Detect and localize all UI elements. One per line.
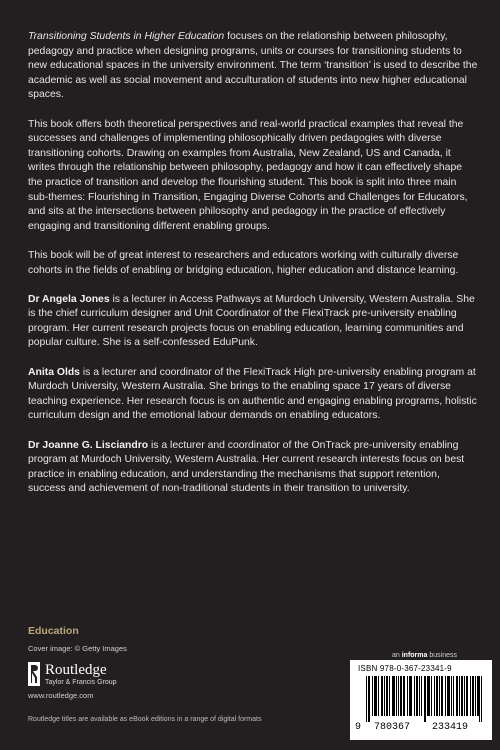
author-bio: Anita Olds is a lecturer and coordinator of the FlexiTrack High pre-university enabling program at Murdoch University, Western Australia. She brings to the enabling space 17 years of diverse teaching experience. Her research focus is on authentic and engaging enabling programs, holistic curriculum design and the emotional labour demands on enabling educators.	[28, 366, 477, 422]
barcode-bar	[472, 676, 473, 716]
barcode-bar	[467, 676, 468, 716]
barcode-bar	[419, 676, 420, 716]
isbn-label: ISBN 978-0-367-23341-9	[358, 664, 452, 673]
barcode-digits-right: 233419	[432, 722, 469, 733]
barcode-bar	[386, 676, 387, 716]
barcode-bar	[473, 676, 474, 716]
author-bio: Dr Angela Jones is a lecturer in Access Pathways at Murdoch University, Western Australia. She is the chief curriculum designer and Unit Coordinator of the FlexiTrack pre-university enabling program. Her current research projects focus on enabling education, learning communities and popular culture. She is a self-confessed EduPunk.	[28, 293, 475, 349]
routledge-mark-icon	[28, 662, 40, 686]
barcode-bar	[429, 676, 430, 716]
barcode-bar	[366, 676, 367, 722]
barcode-bar	[374, 676, 375, 716]
barcode-bar	[466, 676, 467, 716]
barcode-bar	[456, 676, 457, 716]
barcode-bar	[410, 676, 411, 716]
ebook-note: Routledge titles are available as eBook editions in a range of digital formats	[28, 716, 262, 723]
description-paragraph-3: This book will be of great interest to researchers and educators working with culturally diverse cohorts in the fields of enabling or bridging education, higher education and distance learning.	[28, 249, 459, 276]
barcode-bar	[384, 676, 385, 716]
barcode-digit-first: 9	[355, 722, 362, 733]
description-paragraph-1: Transitioning Students in Higher Education focuses on the relationship between philosophy, pedagogy and practice when designing programs, units or courses for transitioning students to new educational spaces in the university environment. The term ‘transition’ is used to describe the academic as well as social movement and acculturation of students into new higher educational spaces.	[28, 31, 478, 101]
barcode-bar	[381, 676, 382, 716]
barcode-bar	[428, 676, 429, 716]
barcode-bar	[393, 676, 394, 716]
barcode-bar	[459, 676, 460, 716]
barcode-bar	[400, 676, 401, 716]
barcode-bar	[449, 676, 450, 716]
barcode-bar	[447, 676, 448, 716]
barcode-bar	[368, 676, 369, 722]
barcode-bar	[392, 676, 393, 716]
barcode-bar	[439, 676, 440, 716]
barcode-bar	[457, 676, 458, 716]
publisher-group: Taylor & Francis Group	[45, 679, 117, 686]
barcode-bar	[481, 676, 482, 722]
barcode-bar	[453, 676, 454, 716]
barcode-bar	[369, 676, 370, 722]
barcode-box	[350, 660, 492, 740]
barcode-bar	[407, 676, 408, 716]
barcode-bar	[437, 676, 438, 716]
barcode-bar	[417, 676, 418, 716]
author-name: Dr Angela Jones	[28, 293, 110, 305]
barcode-bar	[427, 676, 428, 716]
author-name: Dr Joanne G. Lisciandro	[28, 439, 149, 451]
barcode-bar	[398, 676, 399, 716]
barcode-bar	[396, 676, 397, 716]
barcode-bar	[448, 676, 449, 716]
barcode-bar	[409, 676, 410, 716]
barcode-bar	[475, 676, 476, 716]
barcode-bar	[442, 676, 443, 716]
barcode-bar	[470, 676, 471, 716]
barcode-bar	[378, 676, 379, 716]
barcode-bar	[411, 676, 412, 716]
barcode-bar	[441, 676, 442, 716]
barcode-bar	[387, 676, 388, 716]
author-bio: Dr Joanne G. Lisciandro is a lecturer and coordinator of the OnTrack pre-university enabling program at Murdoch University, Western Australia. Her current research interests focus on best practice in enabling education, and understanding the mechanisms that support retention, success and achievement of non-traditional students in their transition to university.	[28, 439, 465, 495]
barcode-bar	[462, 676, 463, 716]
routledge-logo	[28, 662, 117, 687]
barcode-bar	[416, 676, 417, 716]
barcode-bar	[464, 676, 465, 716]
barcode-bar	[434, 676, 435, 716]
book-title: Transitioning Students in Higher Education	[28, 31, 225, 42]
barcode-bar	[376, 676, 377, 716]
barcode-bar	[424, 676, 425, 722]
barcode-bar	[431, 676, 432, 716]
barcode-bar	[445, 676, 446, 716]
barcode-bar	[401, 676, 402, 716]
barcode-bar	[414, 676, 415, 716]
publisher-name: Routledge	[45, 662, 107, 678]
barcode-bar	[403, 676, 404, 716]
barcode-bar	[375, 676, 376, 716]
author-name: Anita Olds	[28, 366, 80, 378]
barcode-bar	[477, 676, 478, 716]
barcode-bar	[461, 676, 462, 716]
barcode-bar	[479, 676, 480, 722]
barcode-bar	[436, 676, 437, 716]
barcode-bar	[382, 676, 383, 716]
description-paragraph-2: This book offers both theoretical perspectives and real-world practical examples that reveal the successes and challenges of implementing philosophically driven pedagogies with diverse transitioning cohorts. Drawing on examples from Australia, New Zealand, US and Canada, it writes through the relationship between philosophy, pedagogy and how it can effectively shape the practice of transition and develop the flourishing student. This book is split into three main sub-themes: Flourishing in Transition, Engaging Diverse Cohorts and Challenges for Educators, and sits at the intersections between philosophy and pedagogy in the practice of effectively engaging and transitioning different enabling groups.	[28, 118, 468, 232]
barcode-bar	[389, 676, 390, 716]
barcode-bar	[451, 676, 452, 716]
subject-label: Education	[28, 625, 79, 637]
barcode-icon	[366, 676, 484, 722]
barcode-bar	[421, 676, 422, 716]
barcode-digits-left: 780367	[374, 722, 411, 733]
publisher-website: www.routledge.com	[28, 691, 94, 700]
barcode-bar	[394, 676, 395, 716]
barcode-bar	[478, 676, 479, 716]
informa-business-label: an informa business	[392, 652, 457, 659]
barcode-bar	[404, 676, 405, 716]
back-cover-text	[28, 30, 478, 512]
cover-image-credit: Cover image: © Getty Images	[28, 644, 127, 653]
barcode-bar	[372, 676, 373, 716]
barcode-bar	[425, 676, 426, 722]
